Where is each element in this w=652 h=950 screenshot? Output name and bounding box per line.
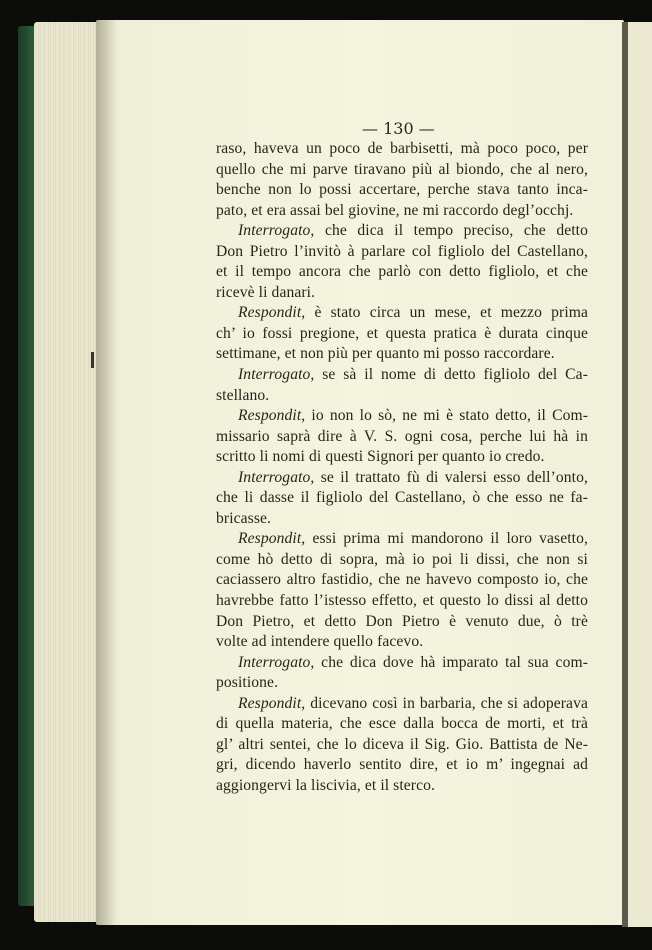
text-line bbox=[216, 221, 588, 242]
speaker-label: Interrogato, bbox=[238, 468, 315, 486]
text-line: raso, haveva un poco de barbisetti, mà poco poco, per bbox=[216, 140, 588, 157]
text-line: ch’ io fossi pregione, et questa pratica è durata cinque bbox=[216, 324, 588, 342]
text-line: Don Pietro, et detto Don Pietro è venuto due, ò trè bbox=[216, 612, 588, 630]
text-fragment: essi prima mi mandorono il loro vasetto, bbox=[312, 530, 589, 548]
body-text bbox=[216, 139, 588, 797]
text-fragment: se sà il nome di detto figliolo del Ca- bbox=[322, 366, 588, 384]
text-line bbox=[216, 653, 588, 674]
text-line: volte ad intendere quello facevo. bbox=[216, 633, 424, 651]
paragraph bbox=[216, 406, 588, 468]
speaker-label: Respondit, bbox=[238, 304, 306, 322]
text-line: bricasse. bbox=[216, 509, 272, 527]
text-line: aggiongervi la liscivia, et il sterco. bbox=[216, 776, 436, 794]
paragraph bbox=[216, 365, 588, 406]
text-line: gl’ altri sentei, che lo diceva il Sig. Gio. Battista de Ne- bbox=[216, 735, 588, 753]
text-line: stellano. bbox=[216, 386, 270, 404]
speaker-label: Respondit, bbox=[238, 694, 306, 712]
text-line bbox=[216, 529, 588, 550]
text-line bbox=[216, 468, 588, 489]
paragraph bbox=[216, 529, 588, 652]
text-line bbox=[216, 694, 588, 715]
text-line bbox=[216, 406, 588, 427]
text-fragment: che dica dove hà imparato tal sua com- bbox=[321, 653, 588, 671]
text-line: Don Pietro l’invitò à parlare col figliolo del Castellano, bbox=[216, 242, 588, 260]
text-line bbox=[216, 365, 588, 386]
text-line bbox=[216, 303, 588, 324]
text-line: pato, et era assai bel giovine, ne mi raccordo degl’occhj. bbox=[216, 201, 574, 219]
text-line: che li dasse il figliolo del Castellano, ò che esso ne fa- bbox=[216, 489, 588, 507]
text-line: ricevè li danari. bbox=[216, 283, 316, 301]
text-line: di quella materia, che esce dalla bocca de morti, et trà bbox=[216, 715, 588, 733]
text-fragment: dicevano così in barbaria, che si adoperava bbox=[310, 694, 588, 712]
page-number: — 130 — bbox=[362, 119, 435, 138]
speaker-label: Interrogato, bbox=[238, 222, 315, 240]
text-line: benche non lo possi accertare, perche stava tanto inca- bbox=[216, 181, 588, 199]
facing-page-edge bbox=[628, 22, 652, 927]
page-binding-shadow bbox=[96, 20, 116, 925]
speaker-label: Respondit, bbox=[238, 530, 306, 548]
text-line: havrebbe fatto l’istesso effetto, et questo lo dissi al detto bbox=[216, 592, 588, 610]
speaker-label: Respondit, bbox=[238, 407, 306, 425]
text-line: positione. bbox=[216, 674, 279, 692]
speaker-label: Interrogato, bbox=[238, 653, 315, 671]
text-line: quello che mi parve tiravano più al biondo, che al nero, bbox=[216, 160, 588, 178]
text-fragment: se il trattato fù di valersi esso dell’onto, bbox=[320, 468, 588, 486]
text-line: settimane, et non più per quanto mi posso raccordare. bbox=[216, 345, 555, 363]
text-line: gri, dicendo haverlo sentito dire, et io m’ ingegnai ad bbox=[216, 756, 588, 774]
paragraph bbox=[216, 468, 588, 530]
paragraph bbox=[216, 139, 588, 221]
text-line: missario saprà dire à V. S. ogni cosa, perche lui hà in bbox=[216, 427, 588, 445]
paragraph bbox=[216, 694, 588, 797]
text-line: scritto li nomi di questi Signori per quanto io credo. bbox=[216, 448, 545, 466]
text-line: caciassero altro fastidio, che ne havevo composto io, che bbox=[216, 571, 588, 589]
text-fragment: è stato circa un mese, et mezzo prima bbox=[314, 304, 589, 322]
paragraph bbox=[216, 221, 588, 303]
text-line: et il tempo ancora che parlò con detto figliolo, et che bbox=[216, 263, 588, 281]
text-fragment: io non lo sò, ne mi è stato detto, il Com- bbox=[311, 407, 588, 425]
text-line: come hò detto di sopra, mà io poi li dissi, che non si bbox=[216, 550, 588, 568]
speaker-label: Interrogato, bbox=[238, 366, 315, 384]
margin-mark bbox=[91, 352, 94, 368]
text-fragment: che dica il tempo preciso, che detto bbox=[324, 222, 588, 240]
paragraph bbox=[216, 653, 588, 694]
paragraph bbox=[216, 303, 588, 365]
